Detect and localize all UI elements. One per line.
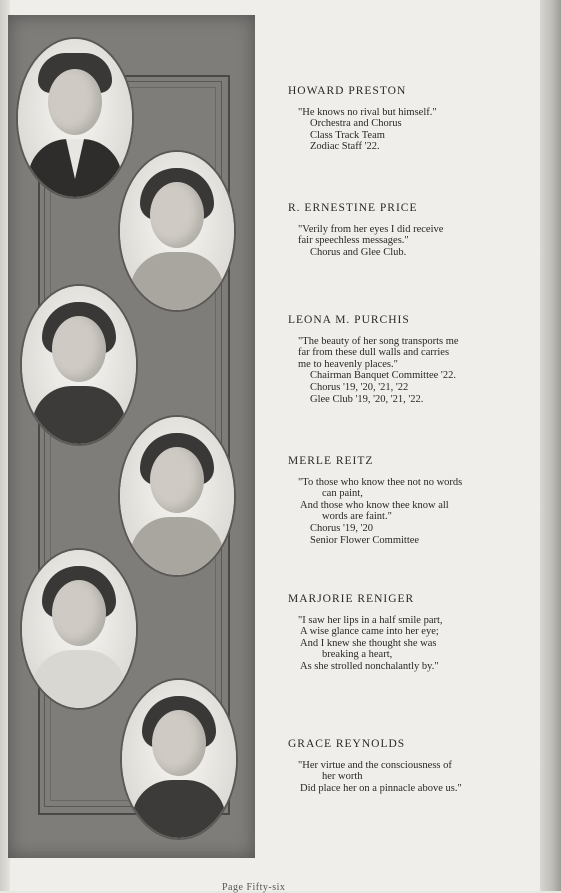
quote-line: far from these dull walls and carries: [298, 347, 450, 359]
quote-line: me to heavenly places.": [298, 358, 398, 370]
page-edge-shadow: [540, 0, 561, 891]
entry-merle-reitz: [288, 456, 533, 546]
portrait-marjorie-reniger: [22, 550, 136, 708]
entry-howard-preston: [288, 86, 533, 153]
quote-line: Did place her on a pinnacle above us.": [300, 782, 462, 794]
entry-grace-reynolds: [288, 739, 533, 794]
quote-line: "Verily from her eyes I did receive: [298, 223, 444, 235]
quote-line: "To those who know thee not no words: [298, 476, 463, 488]
activity-line: Chorus '19, '20: [310, 522, 373, 534]
portrait-howard-preston: [18, 39, 132, 197]
portrait-merle-reitz: [120, 417, 234, 575]
senior-name: MERLE REITZ: [288, 455, 374, 467]
photo-panel: [8, 15, 255, 858]
activity-line: Zodiac Staff '22.: [310, 141, 380, 153]
activity-line: Senior Flower Committee: [310, 534, 420, 546]
entry-leona-purchis: [288, 315, 533, 405]
senior-name: R. ERNESTINE PRICE: [288, 202, 418, 214]
page-number-footer: Page Fifty-six: [222, 882, 286, 893]
senior-name: MARJORIE RENIGER: [288, 593, 415, 605]
quote-line: fair speechless messages.": [298, 235, 409, 247]
activity-line: Chorus '19, '20, '21, '22: [310, 381, 409, 393]
quote-line: "Her virtue and the consciousness of: [298, 759, 452, 771]
entry-ernestine-price: [288, 203, 533, 258]
quote-line: can paint,: [322, 488, 363, 500]
activity-line: Orchestra and Chorus: [310, 118, 402, 130]
quote-line: "The beauty of her song transports me: [298, 335, 459, 347]
activity-line: Class Track Team: [310, 129, 385, 141]
portrait-leona-purchis: [22, 286, 136, 444]
quote-line: breaking a heart,: [322, 649, 393, 661]
quote-line: A wise glance came into her eye;: [300, 626, 439, 638]
senior-name: LEONA M. PURCHIS: [288, 314, 410, 326]
quote-line: words are faint.": [322, 511, 392, 523]
quote-line: As she strolled nonchalantly by.": [300, 660, 439, 672]
quote-line: her worth: [322, 771, 363, 783]
quote-line: "I saw her lips in a half smile part,: [298, 614, 443, 626]
portrait-grace-reynolds: [122, 680, 236, 838]
activity-line: Chorus and Glee Club.: [310, 246, 407, 258]
entry-marjorie-reniger: [288, 594, 533, 673]
quote-line: And those who know thee know all: [300, 499, 449, 511]
portrait-ernestine-price: [120, 152, 234, 310]
senior-name: GRACE REYNOLDS: [288, 738, 406, 750]
quote-line: "He knows no rival but himself.": [298, 106, 437, 118]
senior-name: HOWARD PRESTON: [288, 85, 407, 97]
quote-line: And I knew she thought she was: [300, 637, 437, 649]
activity-line: Chairman Banquet Committee '22.: [310, 370, 456, 382]
activity-line: Glee Club '19, '20, '21, '22.: [310, 393, 424, 405]
